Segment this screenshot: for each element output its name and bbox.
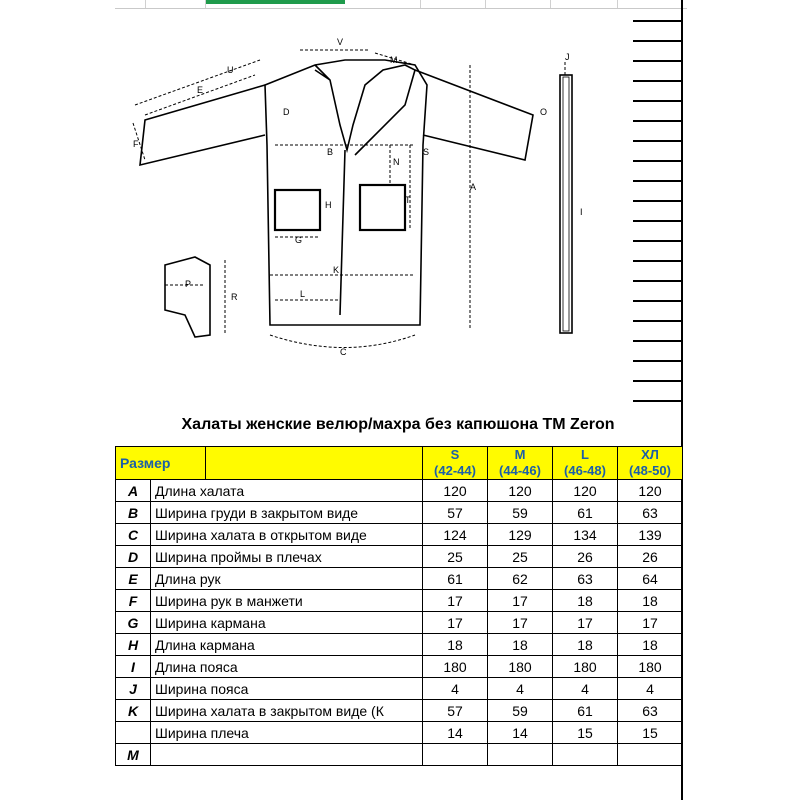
side-grid-line [633, 360, 683, 362]
row-value: 4 [423, 678, 488, 700]
side-grid-line [633, 380, 683, 382]
row-label: Ширина халата в открытом виде [151, 524, 423, 546]
table-row [116, 502, 683, 524]
table-row [116, 722, 683, 744]
side-grid-line [633, 180, 683, 182]
row-letter: M [116, 744, 151, 766]
side-grid-line [633, 200, 683, 202]
selected-column-indicator [205, 0, 345, 4]
size-range: (42-44) [434, 463, 476, 478]
table-row [116, 744, 683, 766]
diagram-label: S [423, 147, 430, 157]
row-value: 61 [553, 700, 618, 722]
row-value: 26 [553, 546, 618, 568]
size-col-m [488, 447, 553, 480]
side-grid-line [633, 280, 683, 282]
row-value: 17 [488, 590, 553, 612]
row-value: 18 [618, 590, 683, 612]
side-grid-line [633, 300, 683, 302]
column-header-line [115, 8, 687, 9]
row-value: 134 [553, 524, 618, 546]
row-value [423, 744, 488, 766]
diagram-label: O [540, 107, 548, 117]
row-letter: H [116, 634, 151, 656]
row-letter: C [116, 524, 151, 546]
table-row [116, 700, 683, 722]
row-value: 17 [488, 612, 553, 634]
diagram-label: C [340, 347, 347, 357]
row-value: 17 [423, 612, 488, 634]
row-value: 59 [488, 502, 553, 524]
page-title: Халаты женские велюр/махра без капюшона ТМ Zeron [181, 416, 615, 433]
side-grid-line [633, 220, 683, 222]
diagram-label: B [327, 147, 334, 157]
table-row [116, 634, 683, 656]
table-body [116, 480, 683, 766]
row-letter: I [116, 656, 151, 678]
side-grid-line [633, 140, 683, 142]
row-value: 57 [423, 700, 488, 722]
row-value: 17 [423, 590, 488, 612]
size-name: S [450, 447, 460, 462]
header-empty-cell [206, 447, 423, 480]
side-grid-line [633, 160, 683, 162]
row-letter: A [116, 480, 151, 502]
row-letter: B [116, 502, 151, 524]
row-value: 63 [553, 568, 618, 590]
row-value: 120 [553, 480, 618, 502]
diagram-label: V [337, 37, 344, 47]
row-label: Ширина проймы в плечах [151, 546, 423, 568]
robe-collar [315, 65, 415, 315]
diagram-label: K [333, 265, 340, 275]
row-value: 180 [553, 656, 618, 678]
row-letter: F [116, 590, 151, 612]
row-value: 63 [618, 502, 683, 524]
table-row [116, 524, 683, 546]
row-value: 180 [488, 656, 553, 678]
row-value: 63 [618, 700, 683, 722]
row-label: Ширина халата в закрытом виде (К [151, 700, 423, 722]
column-divider [550, 0, 551, 8]
side-grid-line [633, 260, 683, 262]
row-label: Ширина рук в манжети [151, 590, 423, 612]
diagram-label: T [405, 195, 411, 205]
row-letter: G [116, 612, 151, 634]
table-row [116, 612, 683, 634]
row-value: 4 [488, 678, 553, 700]
table-row [116, 546, 683, 568]
row-value: 18 [488, 634, 553, 656]
row-value: 26 [618, 546, 683, 568]
size-col-s [423, 447, 488, 480]
table-row [116, 678, 683, 700]
size-name: M [514, 447, 526, 462]
side-grid-line [633, 80, 683, 82]
diagram-label: P [185, 279, 192, 289]
row-letter: E [116, 568, 151, 590]
belt [560, 75, 572, 333]
diagram-label: I [580, 207, 583, 217]
diagram-label: M [390, 55, 398, 65]
row-label: Ширина кармана [151, 612, 423, 634]
row-label: Ширина пояса [151, 678, 423, 700]
diagram-label: E [197, 85, 204, 95]
size-range: (46-48) [564, 463, 606, 478]
column-divider [145, 0, 146, 8]
row-value: 64 [618, 568, 683, 590]
table-row [116, 480, 683, 502]
row-value: 4 [618, 678, 683, 700]
size-col-l [553, 447, 618, 480]
size-range: (44-46) [499, 463, 541, 478]
row-value: 120 [488, 480, 553, 502]
row-value: 61 [553, 502, 618, 524]
side-grid-line [633, 400, 683, 402]
table-row [116, 568, 683, 590]
size-name: ХЛ [641, 447, 659, 462]
row-letter: D [116, 546, 151, 568]
side-grid-line [633, 20, 683, 22]
size-header-cell [116, 447, 206, 480]
column-divider [420, 0, 421, 8]
side-grid-line [633, 120, 683, 122]
side-grid-line [633, 60, 683, 62]
row-value: 61 [423, 568, 488, 590]
row-value [618, 744, 683, 766]
right-sleeve [415, 70, 533, 160]
size-name: L [581, 447, 589, 462]
row-value: 57 [423, 502, 488, 524]
robe-measurement-diagram [115, 15, 633, 405]
diagram-label: N [393, 157, 400, 167]
side-grid-line [633, 340, 683, 342]
diagram-label: D [283, 107, 290, 117]
diagram-label: L [300, 289, 306, 299]
size-header-label: Размер [120, 455, 171, 471]
size-table [115, 446, 683, 766]
row-value: 17 [553, 612, 618, 634]
row-label: Длина рук [151, 568, 423, 590]
row-value: 62 [488, 568, 553, 590]
belt-inner [563, 77, 569, 331]
diagram-label: U [227, 65, 234, 75]
row-label: Ширина груди в закрытом виде [151, 502, 423, 524]
row-label: Длина кармана [151, 634, 423, 656]
row-value: 17 [618, 612, 683, 634]
left-sleeve [140, 85, 265, 165]
left-pocket [275, 190, 320, 230]
row-value: 18 [618, 634, 683, 656]
size-range: (48-50) [629, 463, 671, 478]
row-value: 124 [423, 524, 488, 546]
row-value: 180 [423, 656, 488, 678]
hood-piece [165, 257, 210, 337]
side-grid-line [633, 40, 683, 42]
diagram-label: J [565, 52, 570, 62]
row-value: 14 [488, 722, 553, 744]
side-grid-line [633, 240, 683, 242]
row-value: 15 [618, 722, 683, 744]
diagram-label: R [231, 292, 238, 302]
row-letter: J [116, 678, 151, 700]
row-value [553, 744, 618, 766]
row-value: 139 [618, 524, 683, 546]
diagram-label: A [470, 182, 477, 192]
row-letter [116, 722, 151, 744]
row-value: 120 [423, 480, 488, 502]
diagram-label: G [295, 235, 303, 245]
diagram-label: F [133, 139, 139, 149]
diagram-label: H [325, 200, 332, 210]
row-value: 18 [423, 634, 488, 656]
table-row [116, 590, 683, 612]
row-value: 129 [488, 524, 553, 546]
size-col-xl [618, 447, 683, 480]
side-grid-line [633, 320, 683, 322]
column-divider [205, 0, 206, 8]
table-row [116, 656, 683, 678]
robe-outline [265, 60, 430, 325]
row-value: 120 [618, 480, 683, 502]
column-divider [485, 0, 486, 8]
row-value: 25 [423, 546, 488, 568]
row-value: 18 [553, 634, 618, 656]
side-grid-line [633, 100, 683, 102]
row-letter: K [116, 700, 151, 722]
column-divider [617, 0, 618, 8]
row-label: Ширина плеча [151, 722, 423, 744]
row-value: 4 [553, 678, 618, 700]
row-value: 25 [488, 546, 553, 568]
right-pocket [360, 185, 405, 230]
row-value: 59 [488, 700, 553, 722]
row-value: 180 [618, 656, 683, 678]
row-label: Длина халата [151, 480, 423, 502]
row-value: 18 [553, 590, 618, 612]
row-value: 15 [553, 722, 618, 744]
row-label: Длина пояса [151, 656, 423, 678]
row-label [151, 744, 423, 766]
table-header-row [116, 447, 683, 480]
row-value: 14 [423, 722, 488, 744]
row-value [488, 744, 553, 766]
